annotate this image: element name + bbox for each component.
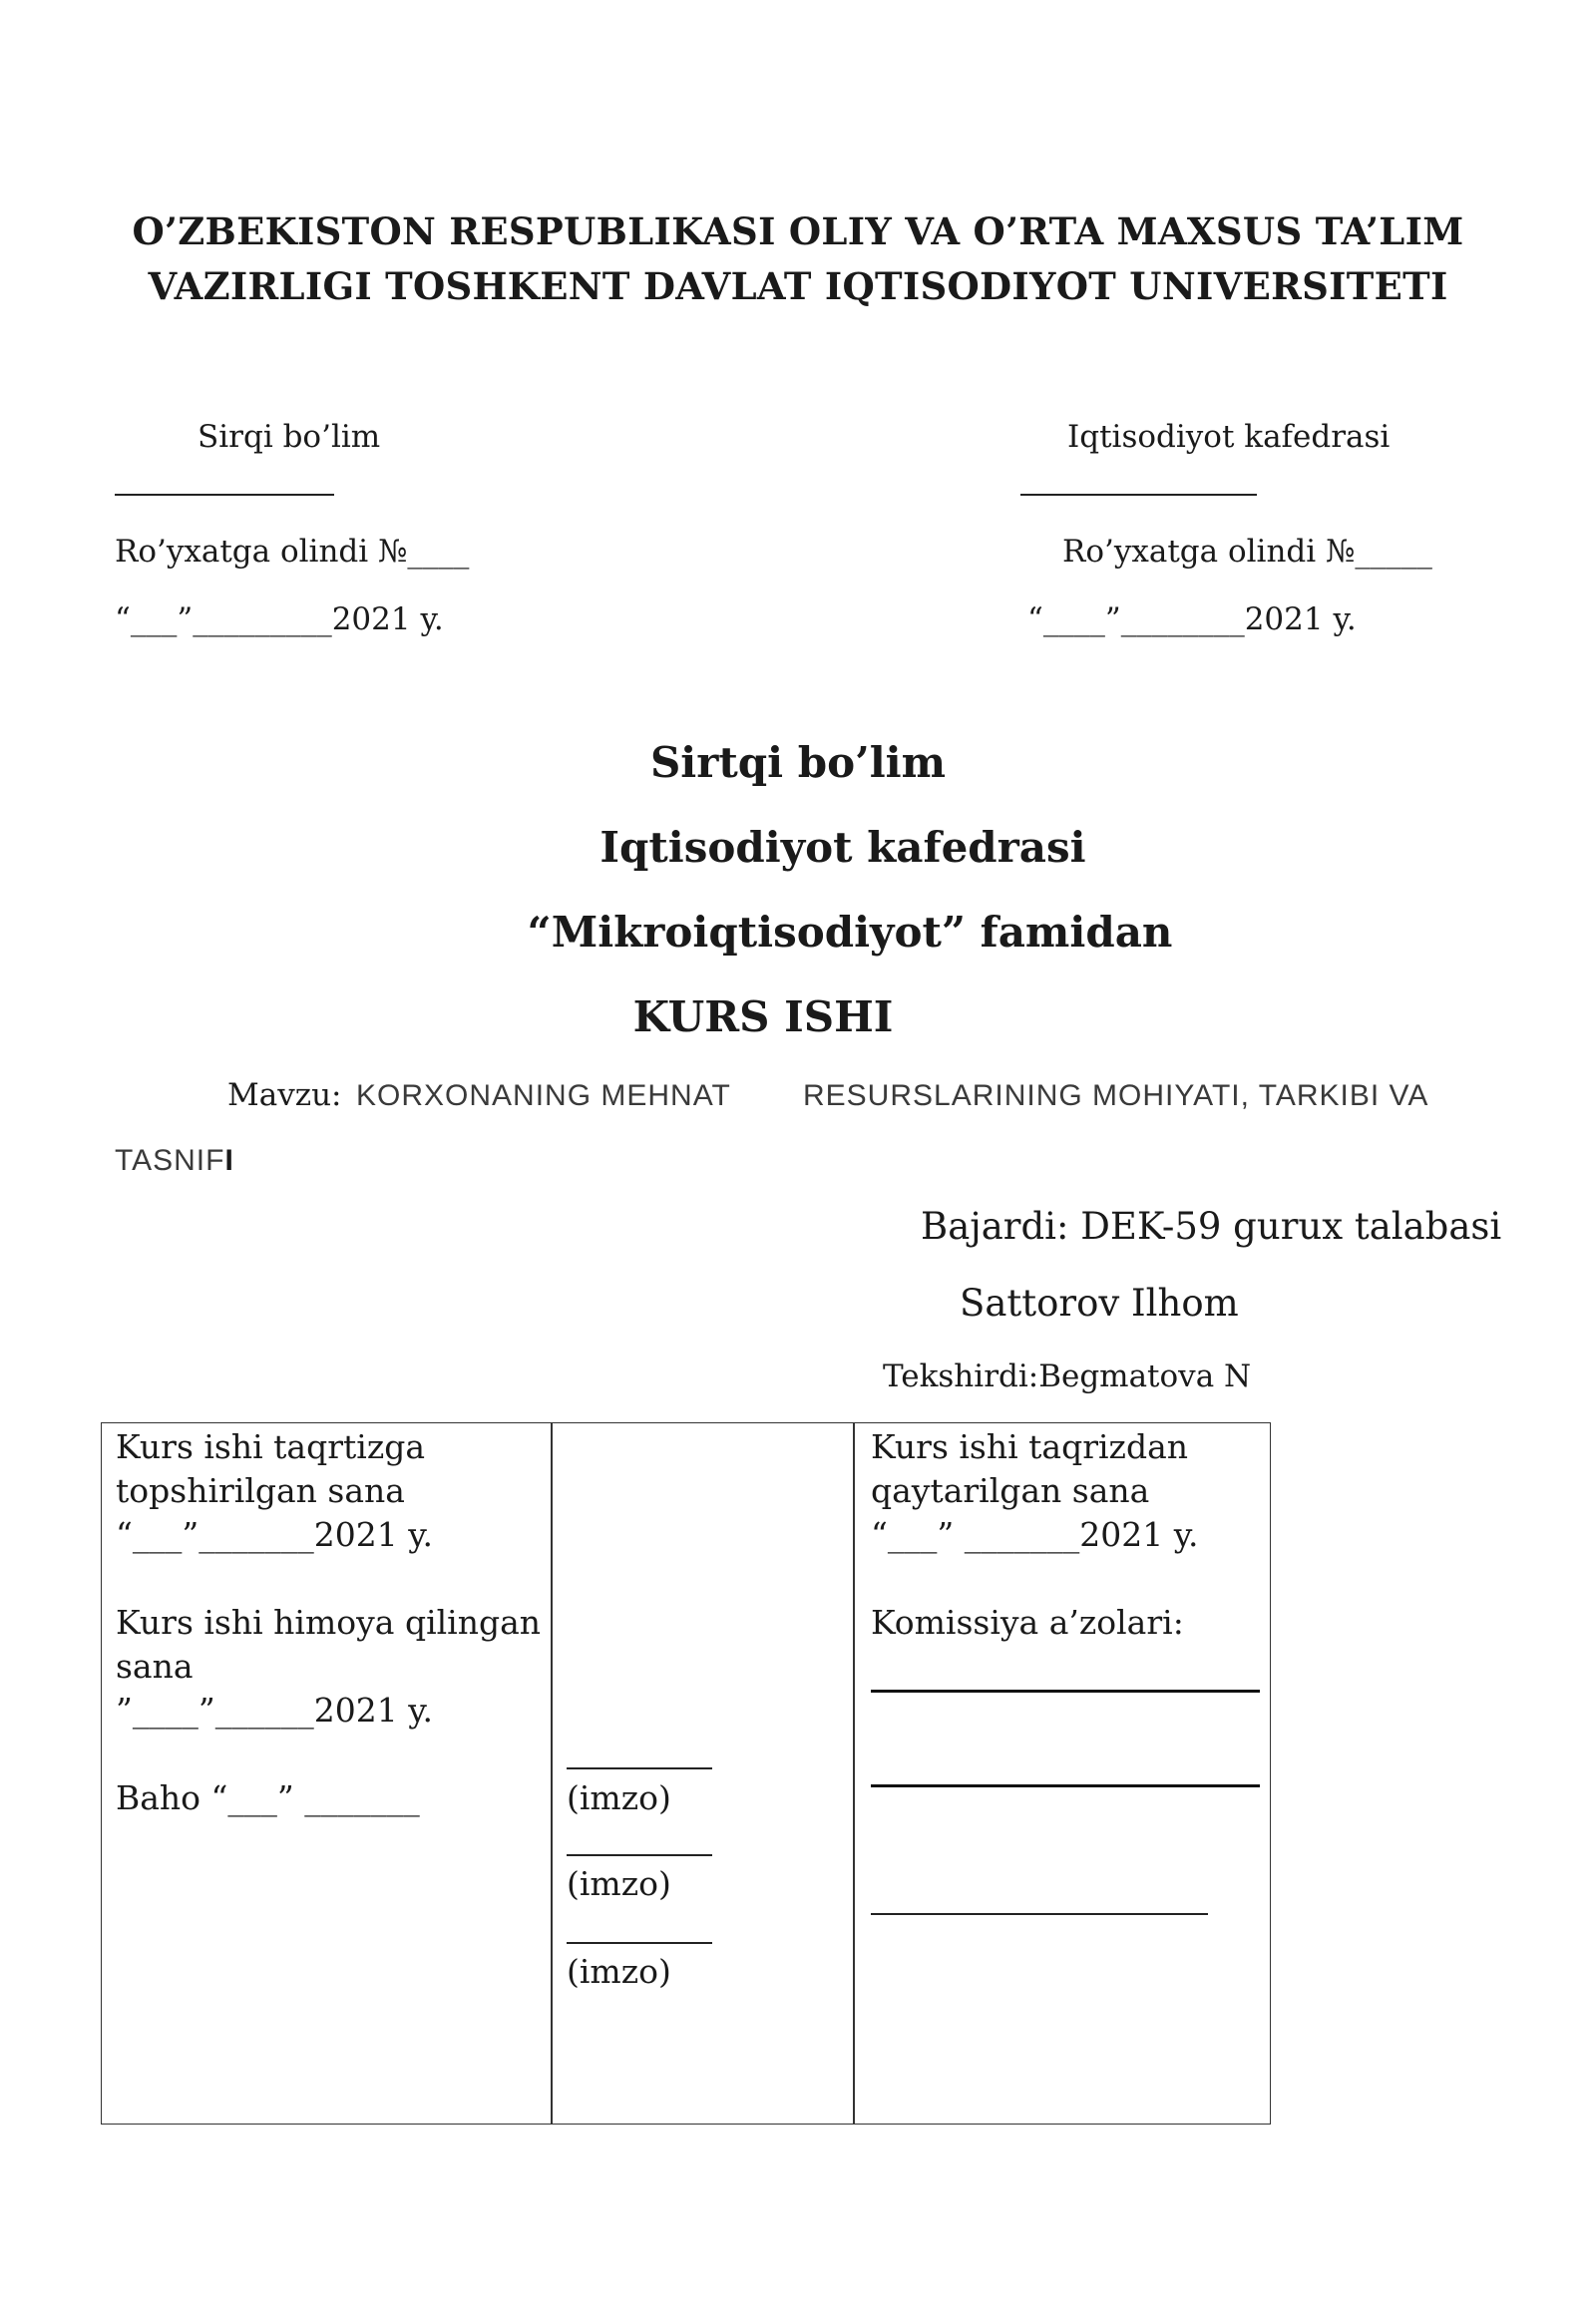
right-registered: Ro’yxatga olindi №_____ xyxy=(1062,534,1432,570)
defended-label-1: Kurs ishi himoya qilingan xyxy=(116,1603,542,1642)
topic-text-3-last: I xyxy=(224,1144,234,1177)
done-by: Bajardi: DEK-59 gurux talabasi xyxy=(921,1205,1502,1248)
signature-line-1 xyxy=(567,1767,712,1769)
commission-line-1 xyxy=(871,1690,1260,1693)
submitted-label-1: Kurs ishi taqrtizga xyxy=(116,1427,426,1466)
topic-text-2: RESURSLARINING MOHIYATI, TARKIBI VA xyxy=(803,1079,1429,1112)
student-name: Sattorov Ilhom xyxy=(960,1282,1239,1325)
header-line-1: O’ZBEKISTON RESPUBLIKASI OLIY VA O’RTA MAXSUS TA’LIM xyxy=(132,209,1464,253)
returned-label-2: qaytarilgan sana xyxy=(871,1471,1150,1510)
commission-line-3 xyxy=(871,1913,1208,1915)
returned-label-1: Kurs ishi taqrizdan xyxy=(871,1427,1188,1466)
commission-label: Komissiya a’zolari: xyxy=(871,1603,1184,1642)
left-dept-label: Sirqi bo’lim xyxy=(198,419,381,455)
topic-text-3-main: TASNIF xyxy=(115,1144,225,1177)
right-dept-line xyxy=(1020,494,1257,496)
submitted-label-2: topshirilgan sana xyxy=(116,1471,405,1510)
topic-text-3 xyxy=(115,1144,234,1178)
topic-label: Mavzu: xyxy=(227,1077,342,1113)
submitted-date: “___”_______2021 y. xyxy=(116,1515,433,1554)
right-date: “____”________2021 y. xyxy=(1027,601,1357,637)
checked-by: Tekshirdi:Begmatova N xyxy=(883,1358,1252,1394)
commission-line-2 xyxy=(871,1784,1260,1787)
kind-title: KURS ISHI xyxy=(632,992,894,1041)
left-registered: Ro’yxatga olindi №____ xyxy=(115,534,470,570)
department-title: Iqtisodiyot kafedrasi xyxy=(599,823,1086,872)
header-line-2: VAZIRLIGI TOSHKENT DAVLAT IQTISODIYOT UNIVERSITETI xyxy=(148,264,1448,308)
subject-title: “Mikroiqtisodiyot” famidan xyxy=(527,908,1173,957)
right-dept-label: Iqtisodiyot kafedrasi xyxy=(1067,419,1391,455)
defended-date: ”____”______2021 y. xyxy=(116,1691,433,1730)
defended-label-2: sana xyxy=(116,1647,194,1686)
signature-line-2 xyxy=(567,1854,712,1856)
table-cell-middle xyxy=(551,1422,855,2125)
topic-text-1: KORXONANING MEHNAT xyxy=(356,1079,731,1112)
signature-label-2: (imzo) xyxy=(567,1864,671,1903)
signature-label-3: (imzo) xyxy=(567,1952,671,1991)
section-title: Sirtqi bo’lim xyxy=(649,738,947,787)
returned-date: “___” _______2021 y. xyxy=(871,1515,1199,1554)
left-dept-line xyxy=(115,494,334,496)
signature-line-3 xyxy=(567,1942,712,1944)
signature-label-1: (imzo) xyxy=(567,1778,671,1817)
grade: Baho “___” _______ xyxy=(116,1778,420,1817)
left-date: “___”_________2021 y. xyxy=(115,601,444,637)
